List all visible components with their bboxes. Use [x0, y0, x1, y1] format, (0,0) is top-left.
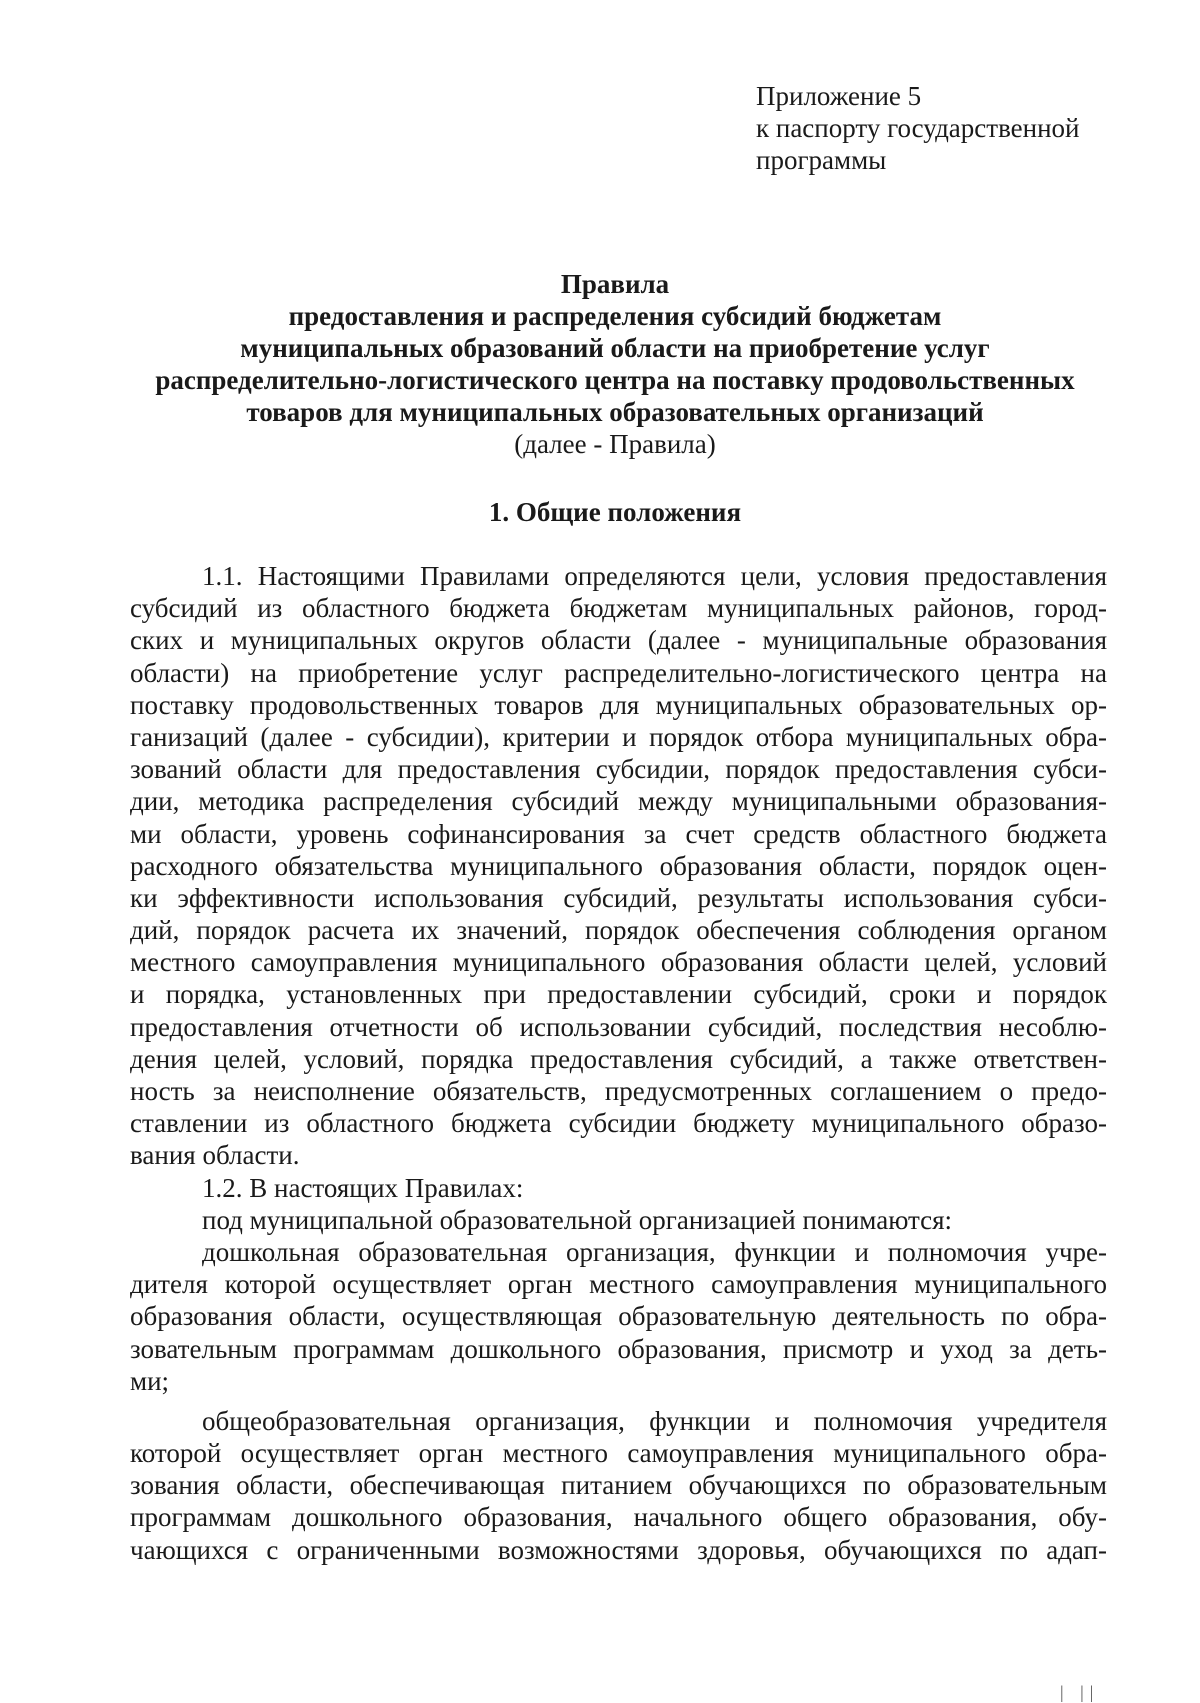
- body-text: [130, 560, 1107, 1566]
- text-line: ки эффективности использования субсидий, результаты использования субси-: [130, 882, 1107, 913]
- text-line: чающихся с ограниченными возможностями здоровья, обучающихся по адап-: [130, 1534, 1107, 1565]
- text-line: и порядка, установленных при предоставлении субсидий, сроки и порядок: [130, 979, 1107, 1010]
- title-line-5: товаров для муниципальных образовательных организаций: [246, 397, 984, 427]
- section-heading: 1. Общие положения: [488, 497, 742, 527]
- text-line: местного самоуправления муниципального образования области целей, условий: [130, 947, 1107, 978]
- text-line: ность за неисполнение обязательств, предусмотренных соглашением о предо-: [130, 1076, 1107, 1106]
- text-line: зовательным программам дошкольного образования, присмотр и уход за деть-: [130, 1333, 1107, 1364]
- text-line: области) на приобретение услуг распределительно-логистического центра на: [130, 657, 1107, 688]
- text-line: дии, методика распределения субсидий между муниципальными образования-: [130, 786, 1107, 817]
- text-line: ми области, уровень софинансирования за счет средств областного бюджета: [130, 818, 1107, 849]
- title-line-4: распределительно-логистического центра на поставку продовольственных: [155, 365, 1075, 395]
- annex-reference: [756, 80, 1116, 176]
- text-line: программам дошкольного образования, начального общего образования, обу-: [130, 1502, 1107, 1533]
- text-line: расходного обязательства муниципального образования области, порядок оцен-: [130, 850, 1107, 881]
- text-line: ми;: [130, 1365, 170, 1396]
- text-line: ганизаций (далее - субсидии), критерии и порядок отбора муниципальных обра-: [130, 721, 1107, 752]
- text-line: вания области.: [130, 1140, 300, 1171]
- text-line: общеобразовательная организация, функции и полномочия учредителя: [202, 1405, 1107, 1436]
- title-subtitle: (далее - Правила): [514, 429, 716, 459]
- text-line: дошкольная образовательная организация, функции и полномочия учре-: [202, 1236, 1107, 1267]
- title-line-3: муниципальных образований области на приобретение услуг: [240, 333, 990, 363]
- scan-marks: | ||: [1060, 1682, 1100, 1702]
- text-line: ставлении из областного бюджета субсидии бюджету муниципального образо-: [130, 1108, 1107, 1139]
- text-line: субсидий из областного бюджета бюджетам муниципальных районов, город-: [130, 593, 1107, 624]
- text-line: которой осуществляет орган местного самоуправления муниципального обра-: [130, 1438, 1107, 1469]
- paragraph-1-1: [130, 560, 1107, 1172]
- paragraph-1-2-subheading: под муниципальной образовательной организацией понимаются:: [202, 1204, 953, 1235]
- text-line: предоставления отчетности об использовании субсидий, последствия несоблю-: [130, 1011, 1107, 1042]
- paragraph-general-education: [130, 1405, 1107, 1566]
- title-line-2: предоставления и распределения субсидий бюджетам: [288, 301, 942, 331]
- text-line: зований области для предоставления субсидии, порядок предоставления субси-: [130, 754, 1107, 785]
- text-line: дения целей, условий, порядка предоставления субсидий, а также ответствен-: [130, 1043, 1107, 1074]
- annex-line-1: Приложение 5: [756, 81, 922, 111]
- annex-line-3: программы: [756, 145, 887, 175]
- text-line: дителя которой осуществляет орган местного самоуправления муниципального: [130, 1269, 1107, 1300]
- paragraph-preschool: [130, 1236, 1107, 1397]
- document-title: [100, 268, 1130, 460]
- text-line: дий, порядок расчета их значений, порядок обеспечения соблюдения органом: [130, 915, 1107, 946]
- title-line-1: Правила: [560, 269, 670, 299]
- text-line: 1.1. Настоящими Правилами определяются цели, условия предоставления: [202, 561, 1107, 591]
- text-line: ских и муниципальных округов области (далее - муниципальные образования: [130, 625, 1107, 656]
- text-line: поставку продовольственных товаров для муниципальных образовательных ор-: [130, 689, 1107, 720]
- annex-line-2: к паспорту государственной: [756, 113, 1080, 143]
- paragraph-1-2-heading: 1.2. В настоящих Правилах:: [202, 1172, 524, 1203]
- text-line: образования области, осуществляющая образовательную деятельность по обра-: [130, 1301, 1107, 1332]
- text-line: зования области, обеспечивающая питанием обучающихся по образовательным: [130, 1470, 1107, 1501]
